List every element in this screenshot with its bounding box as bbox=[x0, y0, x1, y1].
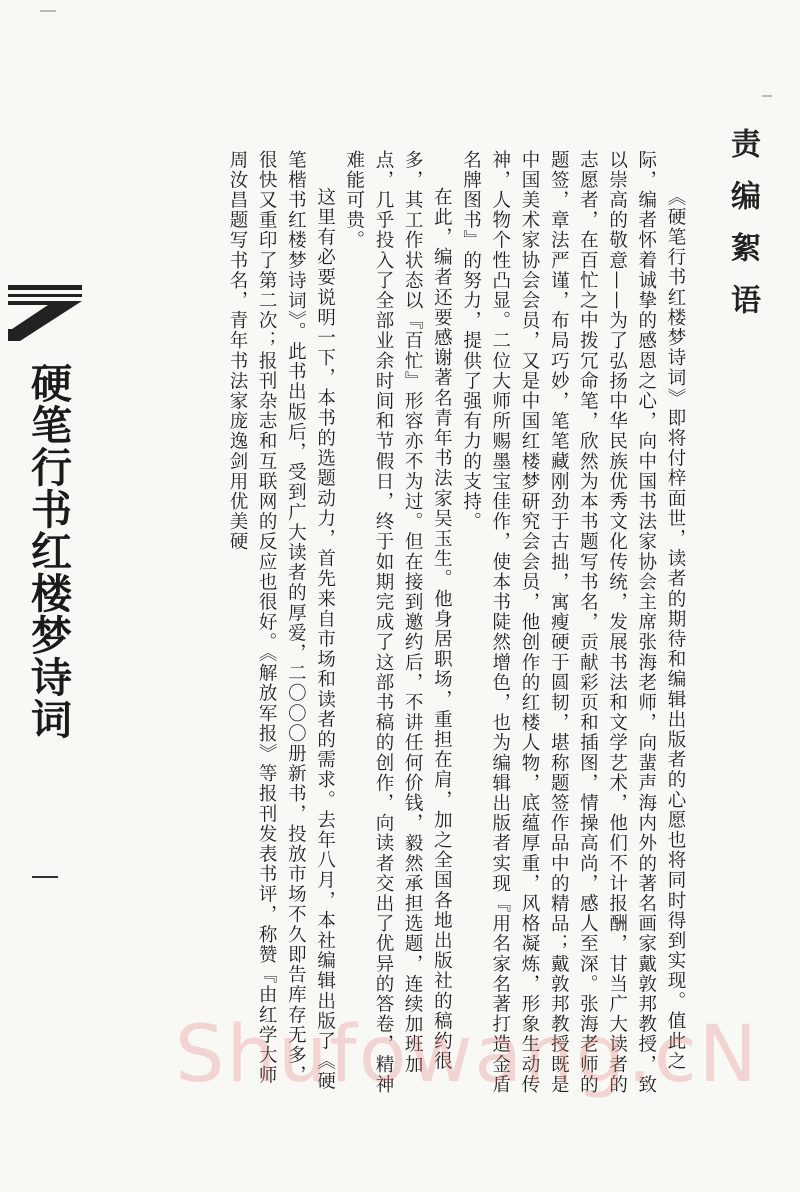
scan-mark bbox=[40, 10, 56, 12]
paragraph: 在此，编者还要感谢著名青年书法家吴玉生。他身居职场，重担在肩，加之全国各地出版社的稿约很多，其工作状态以『百忙』形容亦不为过。但在接到邀约后，不讲任何价钱，毅然承担选题，连续加班加点，几乎投入了全部业余时间和节假日，终于如期完成了这部书稿的创作，向读者交出了优异的答卷，精神难能可贵。 bbox=[343, 150, 453, 1095]
side-dash bbox=[32, 876, 58, 878]
paragraph: 这里有必要说明一下，本书的选题动力，首先来自市场和读者的需求。去年八月，本社编辑出版了《硬笔楷书红楼梦诗词》。此书出版后，受到广大读者的厚爱，二〇〇〇册新书，投放市场不久即告库存无多，很快又重印了第二次；报刊杂志和互联网的反应也很好。《解放军报》等报刊发表书评，称赞『由红学大师周汝昌题写书名，青年书法家庞逸剑用优美硬 bbox=[226, 150, 336, 1092]
body-text bbox=[120, 150, 690, 1100]
scan-mark bbox=[762, 95, 772, 97]
decorative-bars bbox=[8, 283, 88, 343]
watermark: Shufowang.cN bbox=[175, 1010, 760, 1100]
paragraph: 《硬笔行书红楼梦诗词》即将付梓面世，读者的期待和编辑出版者的心愿也将同时得到实现。值此之际，编者怀着诚挚的感恩之心，向中国书法家协会主席张海老师，向蜚声海内外的著名画家戴敦邦教授，致以崇高的敬意——为了弘扬中华民族优秀文化传统，发展书法和文学艺术，他们不计报酬，甘当广大读者的志愿者，在百忙之中拨冗命笔，欣然为本书题写书名，贡献彩页和插图，情操高尚，感人至深。张海老师的题签，章法严谨，布局巧妙，笔笔藏刚劲于古拙，寓瘦硬于圆韧，堪称题签作品中的精品；戴敦邦教授既是中国美术家协会会员，又是中国红楼梦研究会会员，他创作的红楼人物，底蕴厚重，风格凝炼，形象生动传神，人物个性凸显。二位大师所赐墨宝佳作，使本书陡然增色，也为编辑出版者实现『用名家名著打造金盾名牌图书』的努力，提供了强有力的支持。 bbox=[460, 150, 686, 1095]
section-heading: 责编絮语 bbox=[725, 128, 760, 336]
book-title: 硬笔行书红楼梦诗词 bbox=[24, 362, 72, 740]
